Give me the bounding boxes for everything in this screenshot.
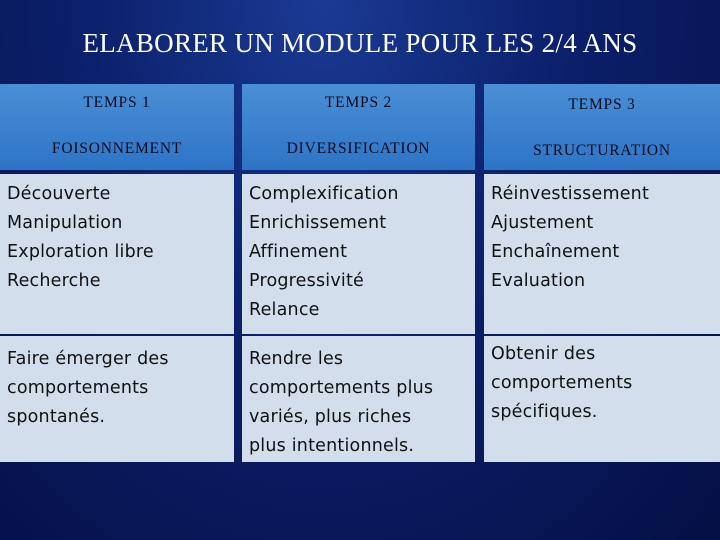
activities-cell-temps-1: Découverte Manipulation Exploration libre Recherche (0, 174, 234, 334)
column-header-temps-3 (484, 84, 720, 170)
phase-label: DIVERSIFICATION (286, 140, 431, 157)
objective-cell-temps-1: Faire émerger des comportements spontanés. (0, 336, 234, 462)
objective-cell-temps-2: Rendre les comportements plus variés, plus riches plus intentionnels. (242, 336, 475, 462)
slide-title: ELABORER UN MODULE POUR LES 2/4 ANS (82, 28, 638, 58)
activities-cell-temps-3: Réinvestissement Ajustement Enchaînement Evaluation (484, 174, 720, 334)
temps-label: TEMPS 2 (324, 94, 393, 111)
activities-cell-temps-2: Complexification Enrichissement Affinement Progressivité Relance (242, 174, 475, 334)
column-header-temps-2 (242, 84, 475, 170)
phase-label: STRUCTURATION (533, 142, 671, 159)
phase-label: FOISONNEMENT (51, 140, 183, 157)
objective-cell-temps-3: Obtenir des comportements spécifiques. (484, 336, 720, 462)
temps-label: TEMPS 1 (83, 94, 151, 111)
temps-label: TEMPS 3 (568, 96, 636, 113)
column-header-temps-1 (0, 84, 234, 170)
